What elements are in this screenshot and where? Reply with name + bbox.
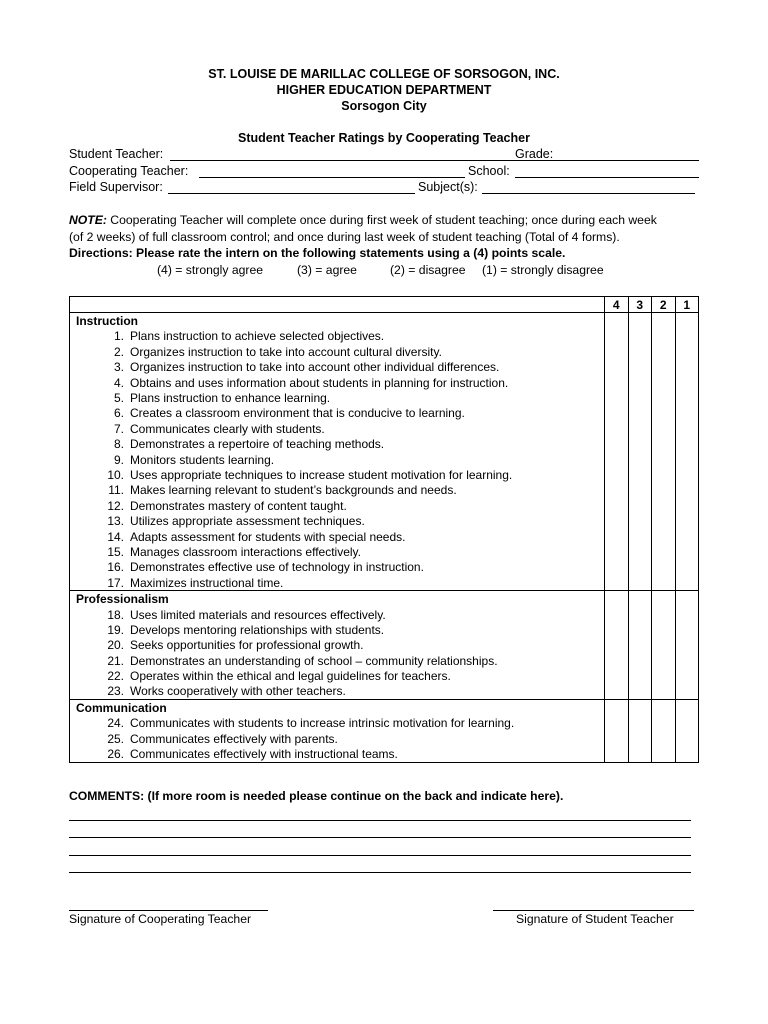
rating-cell[interactable] [605, 560, 629, 575]
table-row [70, 498, 699, 513]
rating-header-1: 1 [675, 297, 699, 313]
note-line-2: (of 2 weeks) of full classroom control; and once during last week of student teaching (Total of 4 forms). [69, 229, 620, 244]
institution-name: ST. LOUISE DE MARILLAC COLLEGE OF SORSOGON, INC. [208, 67, 560, 81]
criterion-item [70, 607, 605, 622]
criterion-number: 15. [107, 544, 124, 559]
criterion-number: 1. [113, 329, 124, 344]
criterion-item [70, 668, 605, 683]
table-row [70, 716, 699, 731]
grade-label: Grade: [515, 147, 554, 161]
rating-table-body [70, 313, 699, 762]
rating-cell[interactable] [675, 638, 699, 653]
criterion-number: 13. [107, 514, 124, 529]
criterion-item [70, 344, 605, 359]
rating-cell[interactable] [628, 498, 652, 513]
rating-cell[interactable] [675, 731, 699, 746]
criterion-text: Uses limited materials and resources effectively. [130, 607, 386, 622]
table-row [70, 344, 699, 359]
rating-cell[interactable] [628, 716, 652, 731]
school-label: School: [468, 164, 510, 178]
criterion-number: 8. [113, 437, 124, 452]
rating-cell[interactable] [628, 746, 652, 762]
rating-cell[interactable] [605, 390, 629, 405]
rating-cell[interactable] [675, 684, 699, 700]
cooperating-teacher-field[interactable] [199, 177, 465, 178]
table-row [70, 653, 699, 668]
city-name: Sorsogon City [341, 99, 427, 113]
criterion-number: 17. [107, 575, 124, 590]
section-header-row [70, 313, 699, 329]
rating-cell[interactable] [652, 622, 676, 637]
table-row [70, 360, 699, 375]
criterion-item [70, 360, 605, 375]
rating-cell[interactable] [605, 638, 629, 653]
criterion-text: Utilizes appropriate assessment techniques. [130, 514, 365, 529]
criterion-number: 24. [107, 716, 124, 731]
rating-cell[interactable] [675, 746, 699, 762]
rating-cell[interactable] [675, 360, 699, 375]
criterion-item [70, 467, 605, 482]
rating-cell[interactable] [605, 716, 629, 731]
criterion-number: 18. [107, 607, 124, 622]
cooperating-signature-line[interactable] [69, 910, 268, 911]
criterion-item [70, 731, 605, 746]
rating-cell[interactable] [628, 560, 652, 575]
criterion-text: Operates within the ethical and legal guidelines for teachers. [130, 669, 451, 684]
rating-cell[interactable] [675, 653, 699, 668]
rating-cell[interactable] [605, 313, 629, 329]
rating-cell[interactable] [605, 513, 629, 528]
rating-cell[interactable] [605, 437, 629, 452]
criterion-item [70, 716, 605, 731]
field-supervisor-label: Field Supervisor: [69, 180, 163, 194]
table-row [70, 375, 699, 390]
table-row [70, 731, 699, 746]
rating-cell[interactable] [675, 421, 699, 436]
criterion-item [70, 375, 605, 390]
rating-cell[interactable] [628, 622, 652, 637]
rating-cell[interactable] [628, 544, 652, 559]
rating-cell[interactable] [652, 607, 676, 622]
rating-cell[interactable] [628, 452, 652, 467]
criterion-text: Communicates with students to increase intrinsic motivation for learning. [130, 716, 515, 731]
criterion-number: 7. [113, 421, 124, 436]
rating-cell[interactable] [628, 575, 652, 591]
criterion-text: Adapts assessment for students with special needs. [130, 529, 406, 544]
table-row [70, 513, 699, 528]
rating-cell[interactable] [675, 591, 699, 607]
rating-cell[interactable] [675, 467, 699, 482]
criterion-number: 14. [107, 529, 124, 544]
criterion-number: 21. [107, 653, 124, 668]
rating-cell[interactable] [675, 390, 699, 405]
criterion-text: Communicates effectively with parents. [130, 731, 338, 746]
rating-header-3: 3 [628, 297, 652, 313]
rating-cell[interactable] [652, 360, 676, 375]
table-row [70, 622, 699, 637]
rating-header-4: 4 [605, 297, 629, 313]
rating-cell[interactable] [652, 653, 676, 668]
rating-cell[interactable] [628, 684, 652, 700]
rating-cell[interactable] [675, 622, 699, 637]
rating-cell[interactable] [675, 544, 699, 559]
comment-line[interactable] [69, 872, 691, 873]
criterion-item [70, 483, 605, 498]
subjects-label: Subject(s): [418, 180, 478, 194]
criterion-number: 3. [113, 360, 124, 375]
rating-cell[interactable] [652, 390, 676, 405]
rating-header-row [70, 297, 699, 313]
section-header-row [70, 591, 699, 607]
table-row [70, 607, 699, 622]
table-row [70, 529, 699, 544]
criterion-text: Uses appropriate techniques to increase student motivation for learning. [130, 467, 513, 482]
criterion-text: Makes learning relevant to student’s backgrounds and needs. [130, 483, 457, 498]
rating-cell[interactable] [675, 560, 699, 575]
section-header-row [70, 700, 699, 716]
criterion-number: 22. [107, 669, 124, 684]
rating-cell[interactable] [652, 406, 676, 421]
comment-line[interactable] [69, 837, 691, 838]
student-signature-line[interactable] [493, 910, 694, 911]
table-row [70, 684, 699, 700]
rating-cell[interactable] [605, 360, 629, 375]
rating-cell[interactable] [605, 591, 629, 607]
field-supervisor-field[interactable] [168, 193, 415, 194]
criterion-text: Creates a classroom environment that is conducive to learning. [130, 406, 465, 421]
rating-cell[interactable] [628, 529, 652, 544]
criterion-number: 11. [108, 483, 124, 498]
criterion-text: Communicates effectively with instructional teams. [130, 747, 398, 762]
criterion-number: 5. [113, 391, 124, 406]
table-row [70, 544, 699, 559]
rating-cell[interactable] [628, 313, 652, 329]
rating-cell[interactable] [628, 375, 652, 390]
rating-cell[interactable] [628, 329, 652, 344]
criterion-text: Maximizes instructional time. [130, 575, 284, 590]
criterion-item [70, 529, 605, 544]
rating-cell[interactable] [628, 513, 652, 528]
section-title: Instruction [70, 313, 605, 329]
rating-cell[interactable] [652, 344, 676, 359]
rating-cell[interactable] [675, 498, 699, 513]
rating-cell[interactable] [652, 375, 676, 390]
criterion-item [70, 622, 605, 637]
student-teacher-label: Student Teacher: [69, 147, 164, 161]
rating-cell[interactable] [675, 313, 699, 329]
rating-cell[interactable] [628, 421, 652, 436]
rating-cell[interactable] [605, 668, 629, 683]
rating-cell[interactable] [652, 700, 676, 716]
criterion-item [70, 390, 605, 405]
rating-cell[interactable] [675, 437, 699, 452]
criterion-text: Plans instruction to achieve selected objectives. [130, 329, 385, 344]
rating-cell[interactable] [605, 344, 629, 359]
rating-cell[interactable] [605, 653, 629, 668]
criterion-number: 16. [107, 560, 124, 575]
note-paragraph [69, 212, 709, 262]
criterion-number: 20. [107, 638, 124, 653]
rating-cell[interactable] [605, 375, 629, 390]
rating-cell[interactable] [605, 607, 629, 622]
rating-cell[interactable] [675, 513, 699, 528]
note-line-1: Cooperating Teacher will complete once during first week of student teaching; once during each week [106, 213, 657, 227]
table-row [70, 575, 699, 591]
rating-cell[interactable] [652, 513, 676, 528]
criterion-text: Demonstrates mastery of content taught. [130, 498, 347, 513]
rating-cell[interactable] [605, 467, 629, 482]
rating-header-blank [70, 297, 605, 313]
rating-cell[interactable] [628, 483, 652, 498]
rating-cell[interactable] [628, 344, 652, 359]
criterion-text: Organizes instruction to take into account cultural diversity. [130, 344, 442, 359]
rating-cell[interactable] [605, 731, 629, 746]
criterion-item [70, 406, 605, 421]
table-row [70, 746, 699, 762]
table-row [70, 467, 699, 482]
rating-cell[interactable] [628, 437, 652, 452]
criterion-number: 4. [113, 375, 124, 390]
rating-cell[interactable] [675, 344, 699, 359]
rating-cell[interactable] [675, 452, 699, 467]
rating-cell[interactable] [605, 529, 629, 544]
rating-cell[interactable] [652, 452, 676, 467]
rating-cell[interactable] [605, 498, 629, 513]
rating-cell[interactable] [675, 406, 699, 421]
criterion-item [70, 437, 605, 452]
criterion-item [70, 498, 605, 513]
rating-cell[interactable] [605, 329, 629, 344]
scale-agree: (3) = agree [297, 263, 357, 277]
rating-cell[interactable] [628, 607, 652, 622]
criterion-number: 12. [107, 498, 124, 513]
rating-cell[interactable] [652, 716, 676, 731]
rating-cell[interactable] [675, 375, 699, 390]
form-title: Student Teacher Ratings by Cooperating Teacher [238, 131, 530, 145]
criterion-number: 19. [107, 622, 124, 637]
rating-cell[interactable] [675, 607, 699, 622]
table-row [70, 560, 699, 575]
table-row [70, 437, 699, 452]
rating-cell[interactable] [675, 329, 699, 344]
rating-cell[interactable] [628, 731, 652, 746]
rating-cell[interactable] [652, 437, 676, 452]
subjects-field[interactable] [482, 193, 695, 194]
table-row [70, 452, 699, 467]
criterion-text: Obtains and uses information about students in planning for instruction. [130, 375, 509, 390]
student-signature-label: Signature of Student Teacher [516, 912, 674, 926]
table-row [70, 483, 699, 498]
criterion-item [70, 638, 605, 653]
criterion-item [70, 684, 605, 700]
criterion-text: Manages classroom interactions effectively. [130, 544, 361, 559]
rating-cell[interactable] [605, 746, 629, 762]
rating-cell[interactable] [652, 638, 676, 653]
rating-cell[interactable] [605, 452, 629, 467]
criterion-item [70, 452, 605, 467]
rating-cell[interactable] [605, 700, 629, 716]
criterion-text: Works cooperatively with other teachers. [130, 684, 346, 699]
directions-text: Directions: Please rate the intern on the following statements using a (4) points scale. [69, 246, 566, 260]
criterion-text: Demonstrates an understanding of school – community relationships. [130, 653, 498, 668]
criterion-text: Develops mentoring relationships with students. [130, 622, 385, 637]
rating-cell[interactable] [652, 421, 676, 436]
rating-cell[interactable] [605, 622, 629, 637]
rating-cell[interactable] [652, 560, 676, 575]
rating-header-2: 2 [652, 297, 676, 313]
cooperating-teacher-label: Cooperating Teacher: [69, 164, 189, 178]
scale-strongly-agree: (4) = strongly agree [157, 263, 264, 277]
rating-cell[interactable] [605, 421, 629, 436]
rating-cell[interactable] [675, 575, 699, 591]
section-title: Professionalism [70, 591, 605, 607]
rating-cell[interactable] [628, 700, 652, 716]
rating-cell[interactable] [628, 467, 652, 482]
rating-cell[interactable] [652, 483, 676, 498]
criterion-text: Seeks opportunities for professional growth. [130, 638, 364, 653]
table-row [70, 668, 699, 683]
comments-label: COMMENTS: (If more room is needed please continue on the back and indicate here). [69, 789, 564, 803]
rating-cell[interactable] [605, 483, 629, 498]
criterion-text: Plans instruction to enhance learning. [130, 391, 331, 406]
rating-cell[interactable] [652, 529, 676, 544]
scale-disagree: (2) = disagree [390, 263, 466, 277]
criterion-number: 9. [113, 452, 124, 467]
rating-cell[interactable] [628, 638, 652, 653]
rating-cell[interactable] [628, 390, 652, 405]
criterion-item [70, 560, 605, 575]
criterion-text: Demonstrates effective use of technology in instruction. [130, 560, 424, 575]
rating-cell[interactable] [675, 668, 699, 683]
rating-cell[interactable] [652, 591, 676, 607]
rating-cell[interactable] [652, 313, 676, 329]
rating-cell[interactable] [675, 483, 699, 498]
criterion-item [70, 513, 605, 528]
rating-cell[interactable] [652, 467, 676, 482]
criterion-number: 6. [113, 406, 124, 421]
criterion-number: 2. [113, 344, 124, 359]
table-row [70, 421, 699, 436]
rating-cell[interactable] [652, 329, 676, 344]
rating-cell[interactable] [605, 406, 629, 421]
rating-cell[interactable] [605, 544, 629, 559]
criterion-item [70, 575, 605, 591]
comment-line[interactable] [69, 820, 691, 821]
criterion-item [70, 544, 605, 559]
criterion-item [70, 746, 605, 762]
rating-cell[interactable] [675, 716, 699, 731]
rating-cell[interactable] [652, 498, 676, 513]
criterion-item [70, 421, 605, 436]
criterion-text: Communicates clearly with students. [130, 421, 325, 436]
rating-table [69, 296, 699, 763]
rating-cell[interactable] [675, 700, 699, 716]
table-row [70, 329, 699, 344]
criterion-number: 26. [107, 747, 124, 762]
criterion-number: 23. [107, 684, 124, 699]
table-row [70, 638, 699, 653]
criterion-number: 10. [107, 467, 124, 482]
rating-cell[interactable] [652, 746, 676, 762]
rating-cell[interactable] [605, 575, 629, 591]
criterion-text: Demonstrates a repertoire of teaching methods. [130, 437, 385, 452]
rating-cell[interactable] [652, 668, 676, 683]
rating-cell[interactable] [628, 406, 652, 421]
rating-cell[interactable] [652, 544, 676, 559]
criterion-text: Monitors students learning. [130, 452, 275, 467]
criterion-text: Organizes instruction to take into account other individual differences. [130, 360, 500, 375]
rating-cell[interactable] [652, 684, 676, 700]
rating-cell[interactable] [628, 668, 652, 683]
rating-cell[interactable] [652, 575, 676, 591]
rating-cell[interactable] [628, 591, 652, 607]
comment-line[interactable] [69, 855, 691, 856]
criterion-number: 25. [107, 731, 124, 746]
rating-cell[interactable] [675, 529, 699, 544]
criterion-item [70, 653, 605, 668]
rating-cell[interactable] [628, 653, 652, 668]
table-row [70, 390, 699, 405]
scale-strongly-disagree: (1) = strongly disagree [482, 263, 604, 277]
table-row [70, 406, 699, 421]
rating-cell[interactable] [605, 684, 629, 700]
grade-field[interactable] [556, 160, 699, 161]
section-title: Communication [70, 700, 605, 716]
rating-cell[interactable] [652, 731, 676, 746]
criterion-item [70, 329, 605, 344]
department-name: HIGHER EDUCATION DEPARTMENT [276, 83, 492, 97]
school-field[interactable] [515, 177, 699, 178]
cooperating-signature-label: Signature of Cooperating Teacher [69, 912, 252, 926]
rating-cell[interactable] [628, 360, 652, 375]
note-label: NOTE: [69, 213, 107, 227]
